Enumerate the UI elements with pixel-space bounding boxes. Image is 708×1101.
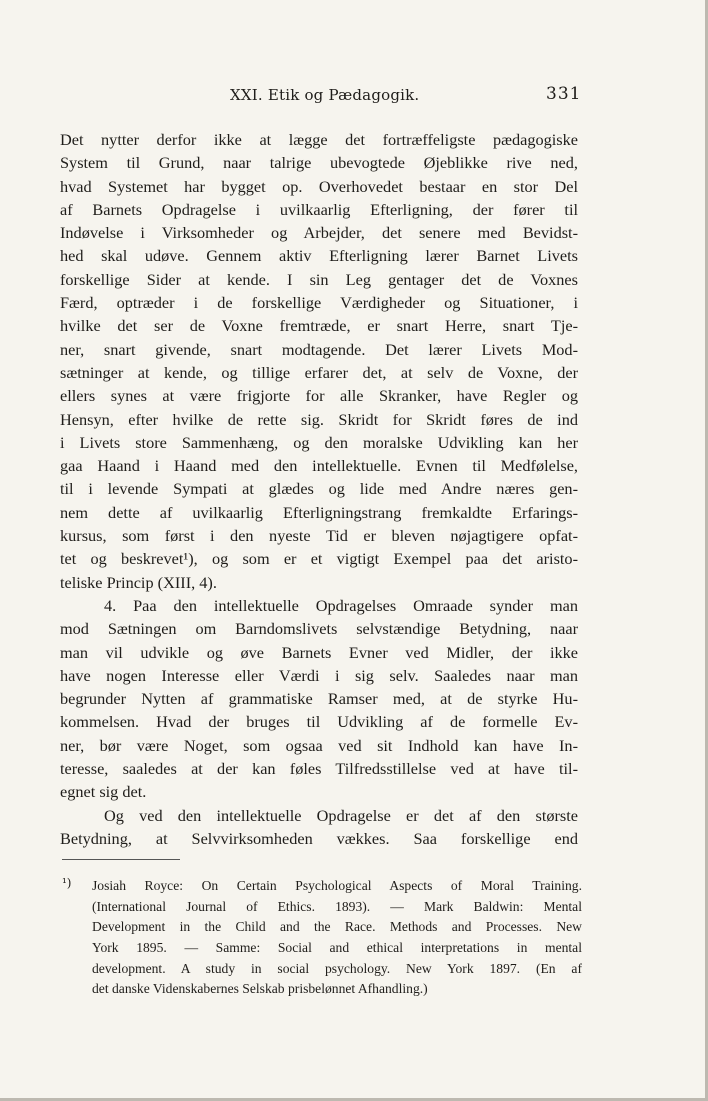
text-line: ellers synes at være frigjorte for alle Skranker, have Regler og bbox=[60, 386, 578, 406]
footnote-line: det danske Videnskabernes Selskab prisbelønnet Afhandling.) bbox=[92, 981, 428, 997]
paragraph-start: 4. Paa den intellektuelle Opdragelses Omraade synder man bbox=[104, 595, 578, 615]
text-line: kommelsen. Hvad der bruges til Udvikling af de formelle Ev- bbox=[60, 712, 578, 732]
text-line: Betydning, at Selvvirksomheden vækkes. Saa forskellige end bbox=[60, 828, 578, 848]
text-line: hed skal udøve. Gennem aktiv Efterligning lærer Barnet Livets bbox=[60, 246, 578, 266]
text-line: System til Grund, naar talrige ubevogtede Øjeblikke rive ned, bbox=[60, 153, 578, 173]
text-line: mod Sætningen om Barndomslivets selvstændige Betydning, naar bbox=[60, 619, 578, 639]
footnote-rule bbox=[62, 859, 180, 860]
footnote-line: (International Journal of Ethics. 1893). — Mark Baldwin: Mental bbox=[92, 898, 582, 914]
text-line: i Livets store Sammenhæng, og den moralske Udvikling kan her bbox=[60, 432, 578, 452]
text-line: have nogen Interesse eller Værdi i sig selv. Saaledes naar man bbox=[60, 665, 578, 685]
footnote-line: Josiah Royce: On Certain Psychological Aspects of Moral Training. bbox=[92, 878, 582, 893]
text-line: forskellige Sider at kende. I sin Leg gentager det de Voxnes bbox=[60, 269, 578, 289]
text-line: ner, snart givende, snart modtagende. Det lærer Livets Mod- bbox=[60, 339, 578, 359]
footnote-line: York 1895. — Samme: Social and ethical interpretations in mental bbox=[92, 940, 582, 956]
text-line: begrunder Nytten af grammatiske Ramser med, at de styrke Hu- bbox=[60, 689, 578, 709]
text-line: ner, bør være Noget, som ogsaa ved sit Indhold kan have In- bbox=[60, 735, 578, 755]
text-line: egnet sig det. bbox=[60, 782, 147, 802]
footnote-line: development. A study in social psychology. New York 1897. (En af bbox=[92, 960, 582, 976]
text-line: til i levende Sympati at glædes og lide med Andre næres gen- bbox=[60, 479, 578, 499]
page-number: 331 bbox=[546, 84, 582, 104]
text-line: gaa Haand i Haand med den intellektuelle. Evnen til Medfølelse, bbox=[60, 456, 578, 476]
text-line: hvad Systemet har bygget op. Overhovedet bestaar en stor Del bbox=[60, 176, 578, 196]
text-line: Indøvelse i Virksomheder og Arbejder, det senere med Bevidst- bbox=[60, 223, 578, 243]
text-line: hvilke det ser de Voxne fremtræde, er snart Herre, snart Tje- bbox=[60, 316, 578, 336]
footnote bbox=[62, 876, 582, 1000]
text-line: man vil udvikle og øve Barnets Evner ved Midler, der ikke bbox=[60, 642, 578, 662]
text-line: tet og beskrevet¹), og som er et vigtigt Exempel paa det aristo- bbox=[60, 549, 578, 569]
text-line: af Barnets Opdragelse i uvilkaarlig Efterligning, der fører til bbox=[60, 199, 578, 219]
footnote-line: Development in the Child and the Race. Methods and Processes. New bbox=[92, 919, 582, 935]
text-line: teresse, saaledes at der kan føles Tilfredsstillelse ved at have til- bbox=[60, 759, 578, 779]
paragraph-start: Og ved den intellektuelle Opdragelse er det af den største bbox=[104, 805, 578, 825]
text-line: Hensyn, efter hvilke de rette sig. Skridt for Skridt føres de ind bbox=[60, 409, 578, 429]
body-text bbox=[60, 128, 578, 850]
text-line: Færd, optræder i de forskellige Værdigheder og Situationer, i bbox=[60, 293, 578, 313]
text-line: Det nytter derfor ikke at lægge det fortræffeligste pædagogiske bbox=[60, 130, 578, 149]
footnote-marker: ¹) bbox=[62, 876, 72, 890]
running-title: XXI. Etik og Pædagogik. bbox=[230, 86, 420, 104]
text-line: kursus, som først i den nyeste Tid er bleven nøjagtigere opfat- bbox=[60, 526, 578, 546]
text-line: teliske Princip (XIII, 4). bbox=[60, 572, 217, 592]
text-line: nem dette af uvilkaarlig Efterligningstrang fremkaldte Erfarings- bbox=[60, 502, 578, 522]
text-line: sætninger at kende, og tillige erfarer det, at selv de Voxne, der bbox=[60, 362, 578, 382]
